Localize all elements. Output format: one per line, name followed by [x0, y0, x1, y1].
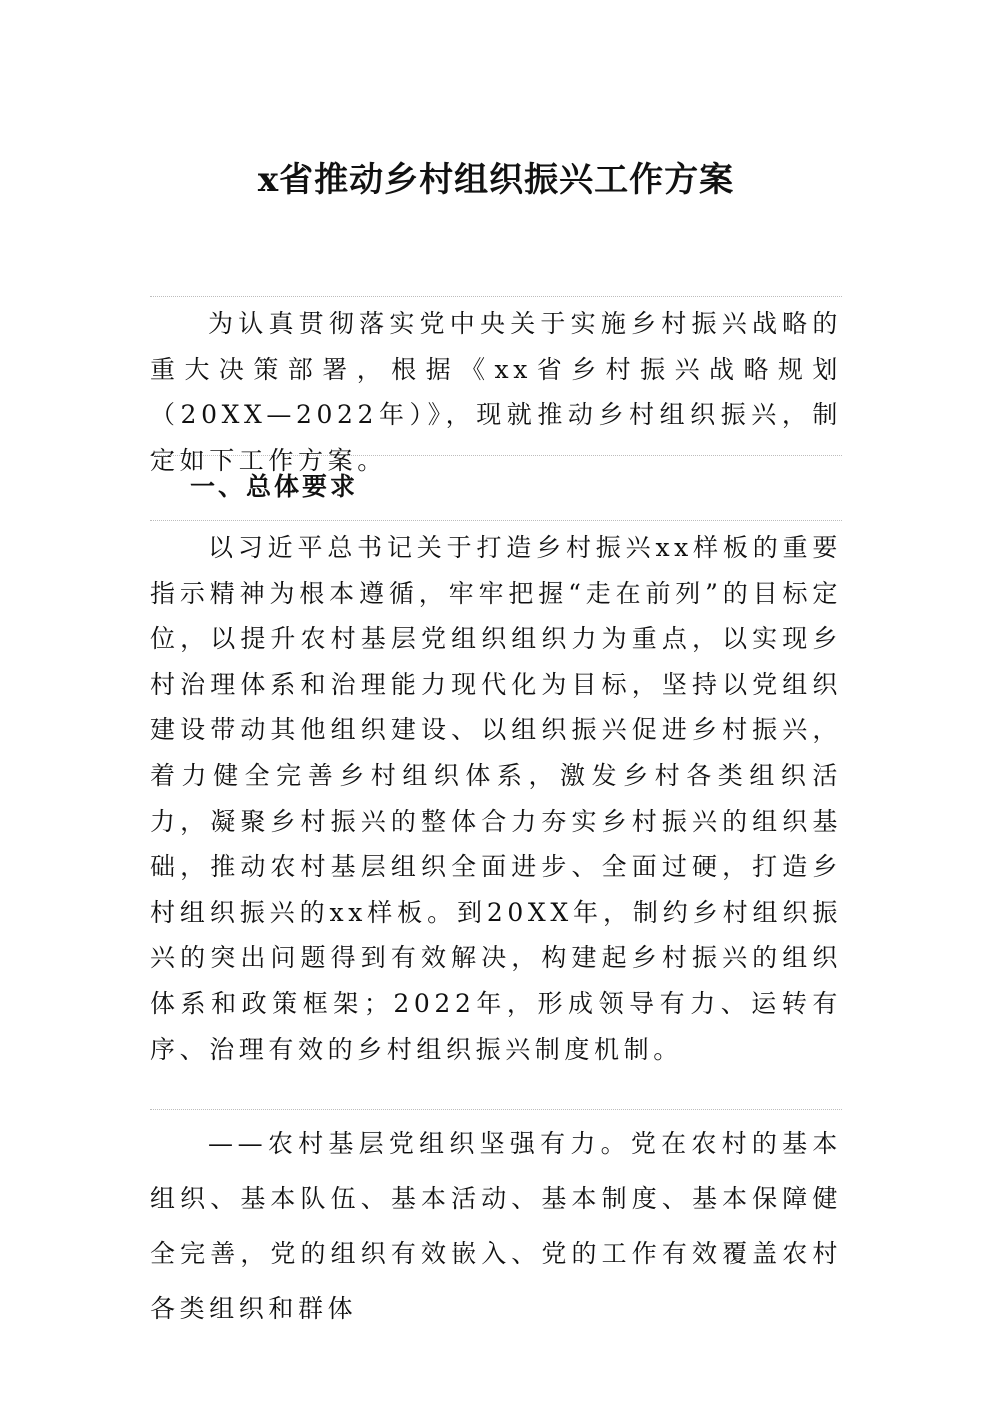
intro-paragraph: 为认真贯彻落实党中央关于实施乡村振兴战略的重大决策部署，根据《xx省乡村振兴战略规划（20XX—2022年）》，现就推动乡村组织振兴，制定如下工作方案。 — [150, 309, 842, 475]
section-heading: 一、总体要求 — [190, 472, 359, 501]
section-paragraph: 以习近平总书记关于打造乡村振兴xx样板的重要指示精神为根本遵循，牢牢把握“走在前列”的目标定位，以提升农村基层党组织组织力为重点，以实现乡村治理体系和治理能力现代化为目标，坚持以党组织建设带动其他组织建设、以组织振兴促进乡村振兴，着力健全完善乡村组织体系，激发乡村各类组织活力，凝聚乡村振兴的整体合力夯实乡村振兴的组织基础，推动农村基层组织全面进步、全面过硬，打造乡村组织振兴的xx样板。到20XX年，制约乡村组织振兴的突出问题得到有效解决，构建起乡村振兴的组织体系和政策框架；2022年，形成领导有力、运转有序、治理有效的乡村组织振兴制度机制。 — [150, 533, 842, 1064]
document-title: x省推动乡村组织振兴工作方案 — [257, 160, 735, 200]
item-paragraph: ——农村基层党组织坚强有力。党在农村的基本组织、基本队伍、基本活动、基本制度、基本保障健全完善，党的组织有效嵌入、党的工作有效覆盖农村各类组织和群体 — [150, 1129, 842, 1323]
document-body — [150, 296, 842, 1323]
